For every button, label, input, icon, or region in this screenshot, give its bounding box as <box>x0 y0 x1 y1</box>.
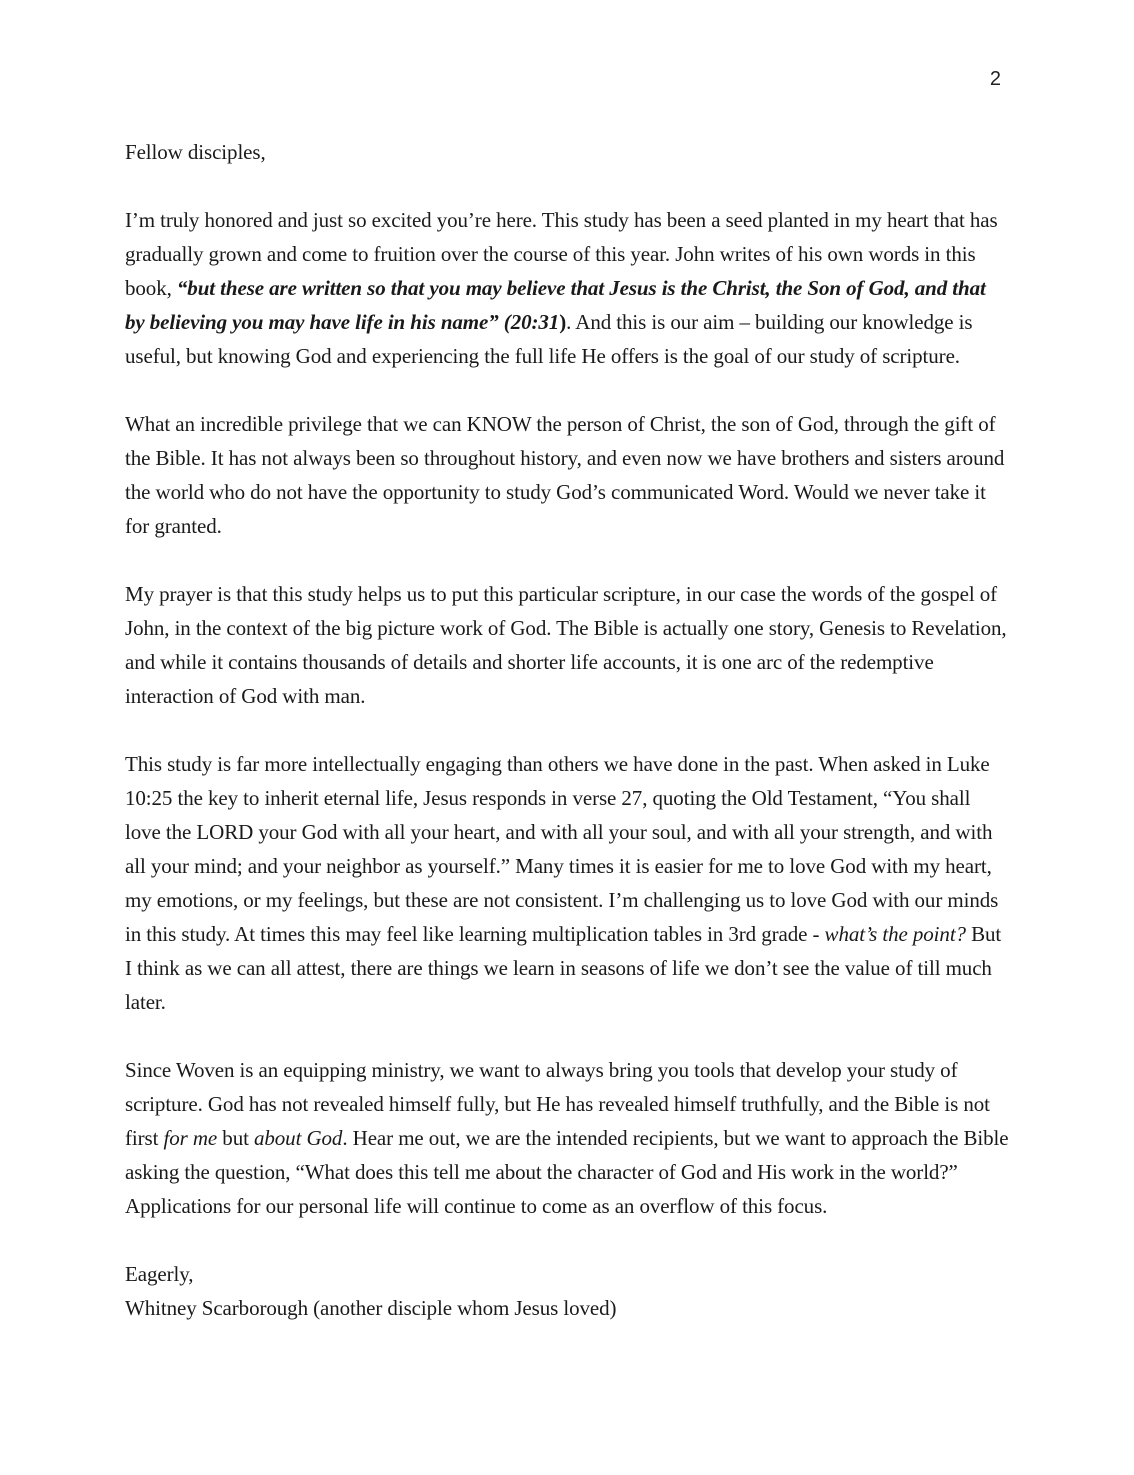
paragraph-prayer: My prayer is that this study helps us to put this particular scripture, in our case the words of the gospel of John, in the context of the big picture work of God. The Bible is actually one story, Genesis to Revelation, and while it contains thousands of details and shorter life accounts, it is one arc of the redemptive interaction of God with man. <box>125 582 1007 708</box>
scripture-quote-close: ) <box>559 310 567 334</box>
paragraph-study-tail: But I think as we can all attest, there are things we learn in seasons of life we don’t see the value of till much later. <box>125 922 1002 1014</box>
paragraph-intro-lead: I’m truly honored and just so excited you’re here. This study has been a seed planted in my heart that has gradually grown and come to fruition over the course of this year. John writes of his own words in this book, <box>125 208 998 300</box>
paragraph-woven-italic-about-god: about God <box>253 1126 343 1150</box>
page-number: 2 <box>989 68 1001 90</box>
letter-body <box>125 135 1010 1325</box>
paragraph-study-lead: This study is far more intellectually engaging than others we have done in the past. When asked in Luke 10:25 the key to inherit eternal life, Jesus responds in verse 27, quoting the Old Testament, “You shall love the LORD your God with all your heart, and with all your soul, and with all your strength, and with all your mind; and your neighbor as yourself.” Many times it is easier for me to love God with my heart, my emotions, or my feelings, but these are not consistent. I’m challenging us to love God with our minds in this study. At times this may feel like learning multiplication tables in 3rd grade - <box>125 752 999 946</box>
paragraph-woven-mid: but <box>217 1126 254 1150</box>
paragraph-woven <box>125 1053 1010 1223</box>
paragraph-woven-italic-for-me: for me <box>163 1126 218 1150</box>
scripture-quote: “but these are written so that you may believe that Jesus is the Christ, the Son of God, and that by believing you may have life in his name” (20:31 <box>125 276 986 334</box>
paragraph-intro <box>125 203 1010 373</box>
paragraph-privilege: What an incredible privilege that we can KNOW the person of Christ, the son of God, through the gift of the Bible. It has not always been so throughout history, and even now we have brothers and sisters around the world who do not have the opportunity to study God’s communicated Word. Would we never take it for granted. <box>125 412 1005 538</box>
salutation: Fellow disciples, <box>125 140 266 164</box>
closing: Eagerly, <box>125 1262 194 1286</box>
paragraph-intro-tail: . And this is our aim – building our knowledge is useful, but knowing God and experiencing the full life He offers is the goal of our study of scripture. <box>125 310 973 368</box>
paragraph-study <box>125 747 1010 1019</box>
paragraph-woven-tail: . Hear me out, we are the intended recipients, but we want to approach the Bible asking the question, “What does this tell me about the character of God and His work in the world?” Applications for our personal life will continue to come as an overflow of this focus. <box>125 1126 1009 1218</box>
paragraph-study-italic: what’s the point? <box>824 922 966 946</box>
signature: Whitney Scarborough (another disciple whom Jesus loved) <box>125 1296 617 1320</box>
paragraph-woven-lead: Since Woven is an equipping ministry, we want to always bring you tools that develop your study of scripture. God has not revealed himself fully, but He has revealed himself truthfully, and the Bible is not first <box>125 1058 990 1150</box>
